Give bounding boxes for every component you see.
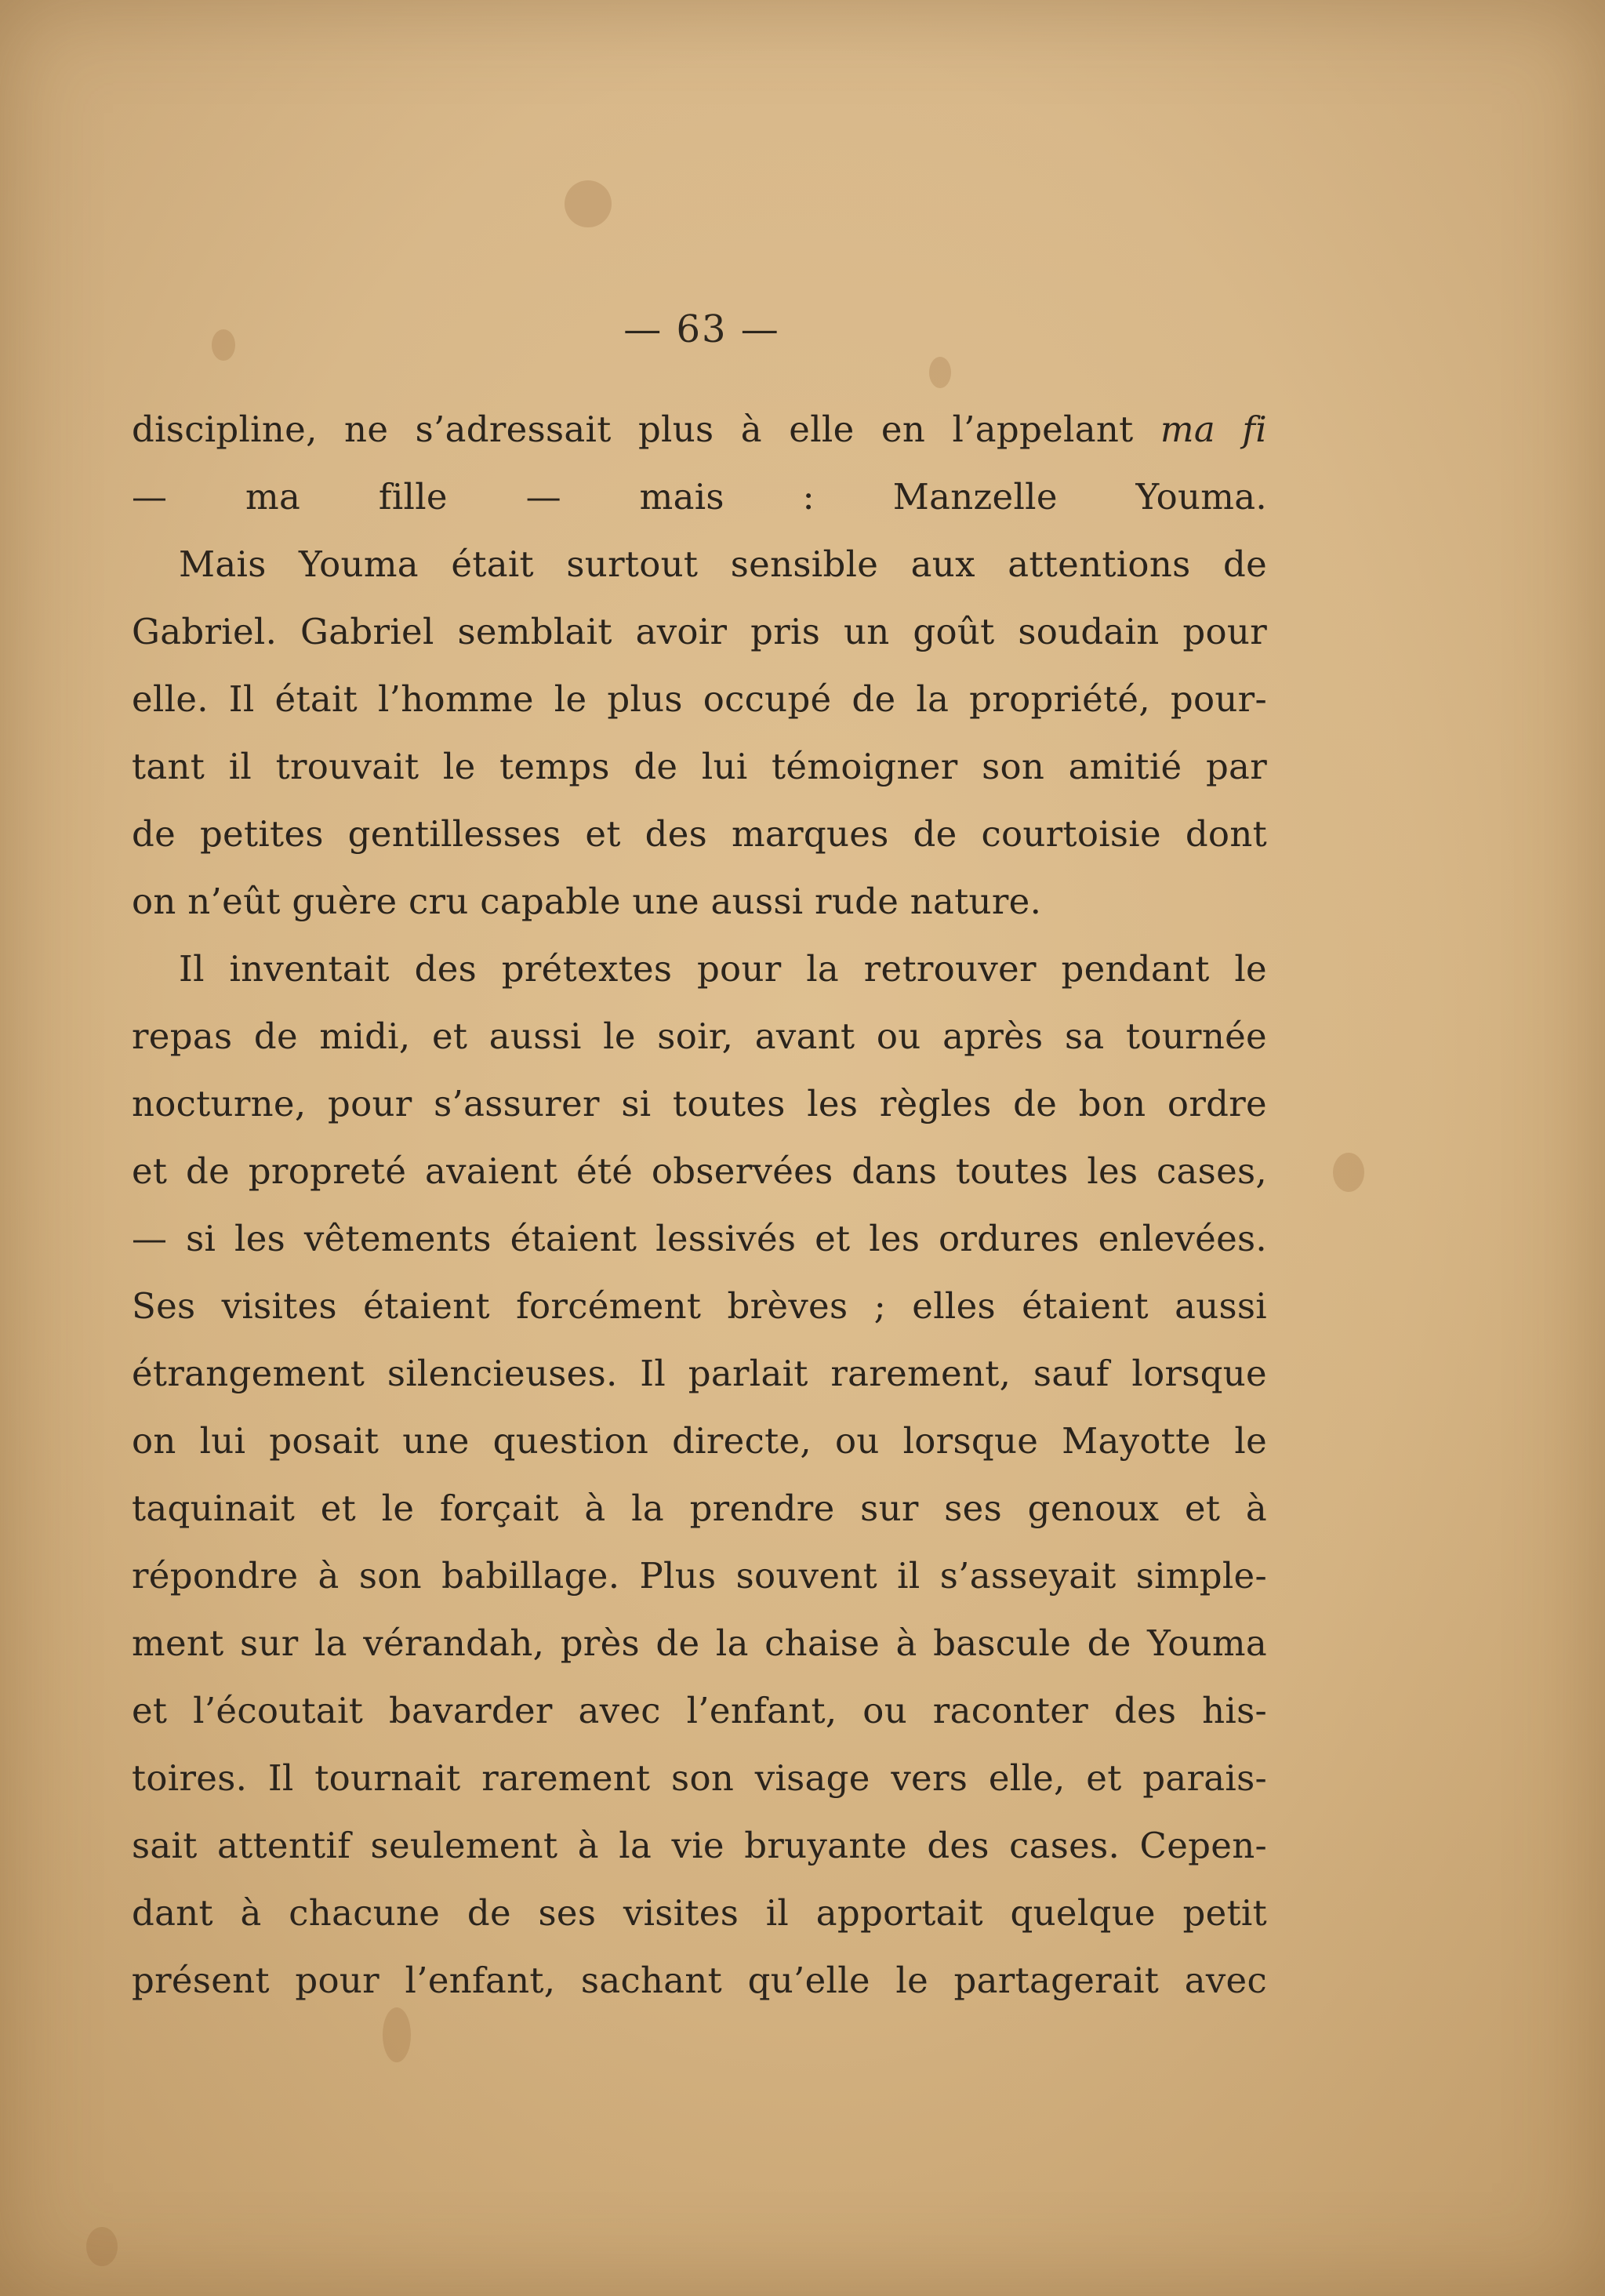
text-line: et l’écoutait bavarder avec l’enfant, ou raconter des his- bbox=[132, 1690, 1267, 1731]
text-line: taquinait et le forçait à la prendre sur ses genoux et à bbox=[132, 1488, 1267, 1529]
text-line: présent pour l’enfant, sachant qu’elle le partagerait avec bbox=[132, 1960, 1267, 2001]
text-line: toires. Il tournait rarement son visage vers elle, et parais- bbox=[132, 1757, 1267, 1799]
paragraph-start-line: Mais Youma était surtout sensible aux attentions de bbox=[179, 543, 1267, 585]
stain-spot bbox=[1333, 1153, 1364, 1192]
text-line: dant à chacune de ses visites il apportait quelque petit bbox=[132, 1892, 1267, 1934]
text-line: de petites gentillesses et des marques de courtoisie dont bbox=[132, 813, 1267, 855]
text-line: étrangement silencieuses. Il parlait rarement, sauf lorsque bbox=[132, 1353, 1267, 1394]
text-line: elle. Il était l’homme le plus occupé de la propriété, pour- bbox=[132, 678, 1267, 720]
text-line-start: discipline, ne s’adressait plus à elle en l’appelant bbox=[132, 409, 1160, 450]
text-line: Ses visites étaient forcément brèves ; elles étaient aussi bbox=[132, 1285, 1267, 1327]
text-line: tant il trouvait le temps de lui témoigner son amitié par bbox=[132, 746, 1267, 787]
stain-spot bbox=[86, 2227, 118, 2266]
text-line: nocturne, pour s’assurer si toutes les règles de bon ordre bbox=[132, 1083, 1267, 1124]
text-line: répondre à son babillage. Plus souvent il s’asseyait simple- bbox=[132, 1555, 1267, 1597]
paragraph-start-line: Il inventait des prétextes pour la retrouver pendant le bbox=[179, 948, 1267, 990]
stain-spot bbox=[383, 2007, 411, 2062]
paragraph-end-line: on n’eût guère cru capable une aussi rude nature. bbox=[132, 881, 1042, 922]
text-line: et de propreté avaient été observées dans toutes les cases, bbox=[132, 1150, 1267, 1192]
stain-spot bbox=[929, 357, 951, 388]
text-line: ment sur la vérandah, près de la chaise à bascule de Youma bbox=[132, 1622, 1267, 1664]
stain-spot bbox=[565, 180, 612, 227]
page-number: — 63 — bbox=[623, 307, 780, 351]
text-line: sait attentif seulement à la vie bruyante des cases. Cepen- bbox=[132, 1825, 1267, 1866]
text-line: — si les vêtements étaient lessivés et les ordures enlevées. bbox=[132, 1218, 1267, 1259]
italic-term: ma fi bbox=[1160, 409, 1267, 450]
text-line: on lui posait une question directe, ou lorsque Mayotte le bbox=[132, 1420, 1267, 1462]
body-text bbox=[132, 396, 1267, 2014]
text-line: — ma fille — mais : Manzelle Youma. bbox=[132, 476, 1267, 518]
text-line: repas de midi, et aussi le soir, avant ou après sa tournée bbox=[132, 1015, 1267, 1057]
text-line: Gabriel. Gabriel semblait avoir pris un goût soudain pour bbox=[132, 611, 1267, 652]
text-line bbox=[132, 396, 1267, 463]
